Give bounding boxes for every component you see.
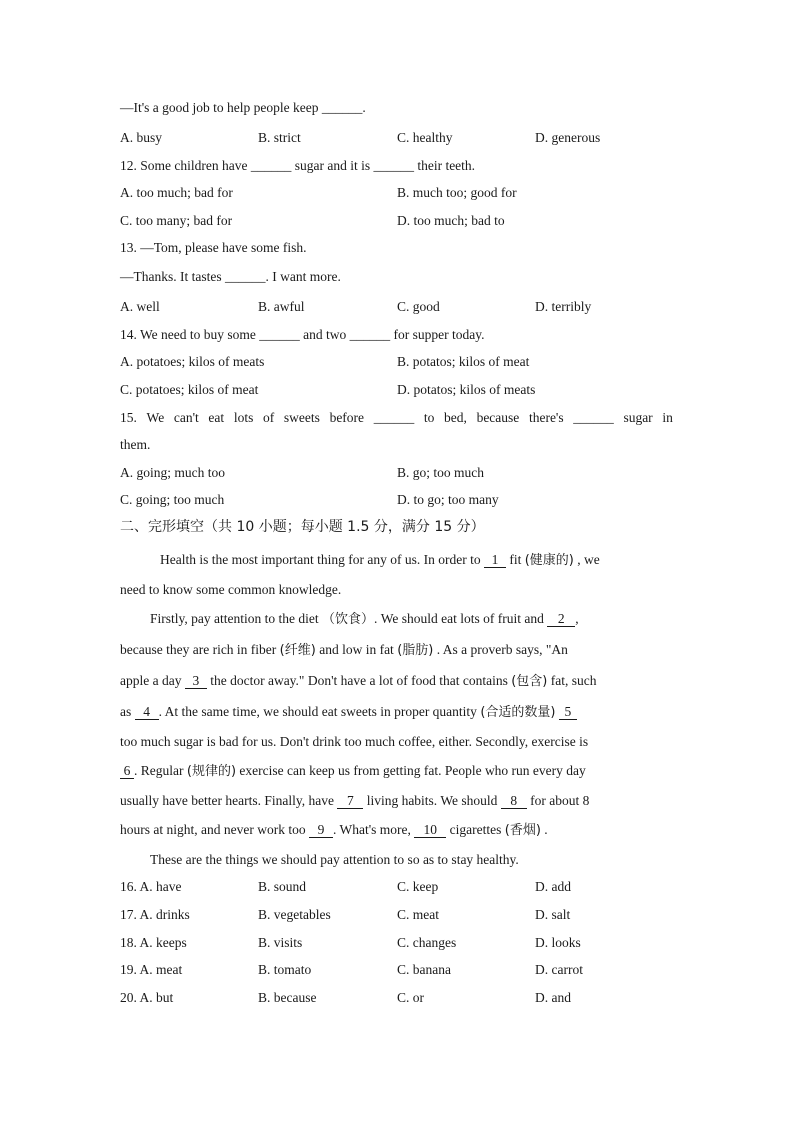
q15-option-c: C. going; too much (120, 492, 225, 507)
passage-line-10 (120, 821, 548, 840)
passage-text: , we (573, 552, 600, 567)
blank-3: 3 (185, 673, 207, 689)
passage-text: usually have better hearts. Finally, have (120, 793, 338, 808)
cloze-q18-option-d: D. looks (535, 935, 581, 950)
q13-stem-reply: —Thanks. It tastes ______. I want more. (120, 269, 341, 284)
q15-blank: ______ (573, 410, 614, 425)
q11-stem: —It's a good job to help people keep ______. (120, 100, 366, 115)
q15-word: because (476, 410, 520, 425)
blank-4: 4 (135, 704, 159, 720)
q15-word: eat (208, 410, 225, 425)
passage-text: . (540, 822, 548, 837)
blank-7: 7 (337, 793, 363, 809)
question-number: 16. (120, 879, 137, 894)
cloze-q18-option-a (120, 934, 187, 952)
q12-option-a: A. too much; bad for (120, 185, 233, 200)
passage-line-5 (120, 672, 596, 691)
q15-option-a: A. going; much too (120, 465, 225, 480)
option-label: A. but (139, 990, 174, 1005)
passage-text: fit (505, 552, 525, 567)
cloze-q19-option-b: B. tomato (258, 962, 312, 977)
question-number: 17. (120, 907, 137, 922)
passage-gloss: (规律的) (186, 764, 237, 779)
question-number: 19. (120, 962, 137, 977)
cloze-q18-option-c: C. changes (397, 935, 457, 950)
q12-stem: 12. Some children have ______ sugar and it is ______ their teeth. (120, 158, 476, 173)
passage-line-2: need to know some common knowledge. (120, 582, 342, 597)
q11-option-b: B. strict (258, 130, 301, 145)
passage-text: as (120, 704, 135, 719)
q13-stem: 13. —Tom, please have some fish. (120, 240, 307, 255)
blank-8: 8 (501, 793, 527, 809)
q15-word: of (263, 410, 275, 425)
q15-word: sugar (623, 410, 653, 425)
passage-text: . We should eat lots of fruit and (374, 611, 548, 626)
q12-option-b: B. much too; good for (397, 185, 517, 200)
cloze-q19-option-d: D. carrot (535, 962, 583, 977)
q11-option-d: D. generous (535, 130, 601, 145)
q15-word: before (329, 410, 365, 425)
cloze-q19-option-a (120, 961, 182, 979)
option-label: A. drinks (139, 907, 190, 922)
blank-5: 5 (559, 704, 577, 720)
question-number: 18. (120, 935, 137, 950)
cloze-q16-option-d: D. add (535, 879, 571, 894)
passage-line-9 (120, 792, 589, 810)
cloze-q17-option-b: B. vegetables (258, 907, 331, 922)
option-label: A. keeps (139, 935, 187, 950)
passage-line-6 (120, 703, 577, 722)
passage-text: because they are rich in fiber (120, 642, 280, 657)
q15-word: to (423, 410, 435, 425)
passage-text: . As a proverb says, "An (433, 642, 568, 657)
q15-option-b: B. go; too much (397, 465, 484, 480)
cloze-q20-option-d: D. and (535, 990, 571, 1005)
cloze-q20-option-b: B. because (258, 990, 317, 1005)
q15-word: can't (173, 410, 199, 425)
q14-option-d: D. potatos; kilos of meats (397, 382, 536, 397)
passage-text: living habits. We should (363, 793, 501, 808)
cloze-q20-option-c: C. or (397, 990, 424, 1005)
passage-text: cigarettes (446, 822, 505, 837)
q15-word: lots (233, 410, 254, 425)
blank-1: 1 (484, 552, 506, 568)
option-label: A. have (139, 879, 182, 894)
passage-text: fat, such (547, 673, 597, 688)
q13-option-b: B. awful (258, 299, 305, 314)
q14-option-c: C. potatoes; kilos of meat (120, 382, 259, 397)
passage-line-8 (120, 762, 586, 781)
option-label: A. meat (139, 962, 183, 977)
question-number: 20. (120, 990, 137, 1005)
q13-option-d: D. terribly (535, 299, 592, 314)
passage-text: apple a day (120, 673, 185, 688)
q15-blank: ______ (373, 410, 415, 425)
q14-option-b: B. potatos; kilos of meat (397, 354, 530, 369)
q11-option-a: A. busy (120, 130, 163, 145)
passage-gloss: (纤维) (279, 643, 316, 658)
blank-9: 9 (309, 822, 333, 838)
cloze-q17-option-d: D. salt (535, 907, 571, 922)
passage-gloss: (健康的) (524, 553, 574, 568)
q15-word: there's (528, 410, 564, 425)
passage-line-1 (160, 551, 673, 570)
q14-option-a: A. potatoes; kilos of meats (120, 354, 265, 369)
q15-stem (120, 409, 673, 427)
q15-word: We (146, 410, 165, 425)
q15-option-d: D. to go; too many (397, 492, 499, 507)
passage-gloss: (合适的数量) (480, 705, 556, 720)
cloze-q16-option-b: B. sound (258, 879, 307, 894)
q14-stem: 14. We need to buy some ______ and two ______ for supper today. (120, 327, 485, 342)
blank-6: 6 (120, 763, 134, 779)
passage-text: . At the same time, we should eat sweets in proper quantity (158, 704, 481, 719)
passage-text: . Regular (134, 763, 187, 778)
passage-text: and low in fat (315, 642, 398, 657)
passage-text: Firstly, pay attention to the diet (150, 611, 322, 626)
q13-option-a: A. well (120, 299, 160, 314)
passage-gloss: (包含) (511, 674, 548, 689)
q13-option-c: C. good (397, 299, 440, 314)
passage-text: exercise can keep us from getting fat. People who run every day (236, 763, 586, 778)
cloze-q20-option-a (120, 989, 173, 1007)
passage-gloss: (香烟) (504, 823, 541, 838)
passage-gloss: （饮食） (321, 612, 374, 627)
q12-option-d: D. too much; bad to (397, 213, 505, 228)
cloze-q18-option-b: B. visits (258, 935, 303, 950)
cloze-q16-option-c: C. keep (397, 879, 439, 894)
passage-text: the doctor away." Don't have a lot of food that contains (206, 673, 512, 688)
cloze-q17-option-a (120, 906, 190, 924)
cloze-q19-option-c: C. banana (397, 962, 451, 977)
passage-line-3 (150, 610, 579, 629)
q15-word: bed, (444, 410, 467, 425)
passage-line-7: too much sugar is bad for us. Don't drink too much coffee, either. Secondly, exercise is (120, 734, 589, 749)
passage-line-11: These are the things we should pay attention to so as to stay healthy. (150, 852, 519, 867)
passage-text: hours at night, and never work too (120, 822, 309, 837)
passage-text: , (575, 611, 579, 626)
cloze-q16-option-a (120, 878, 182, 896)
passage-text: . What's more, (332, 822, 415, 837)
q15-word: sweets (283, 410, 320, 425)
q12-option-c: C. too many; bad for (120, 213, 233, 228)
q11-option-c: C. healthy (397, 130, 453, 145)
passage-text: for about 8 (526, 793, 590, 808)
passage-line-4 (120, 641, 568, 660)
blank-10: 10 (414, 822, 446, 838)
q15-word: in (662, 410, 673, 425)
blank-2: 2 (547, 611, 575, 627)
passage-gloss: (脂肪) (397, 643, 434, 658)
q15-stem-cont: them. (120, 437, 151, 452)
q15-word: 15. (120, 410, 137, 425)
cloze-q17-option-c: C. meat (397, 907, 439, 922)
passage-text: Health is the most important thing for any of us. In order to (160, 552, 484, 567)
section-2-title: 二、完形填空（共 10 小题；每小题 1.5 分，满分 15 分） (120, 519, 485, 535)
